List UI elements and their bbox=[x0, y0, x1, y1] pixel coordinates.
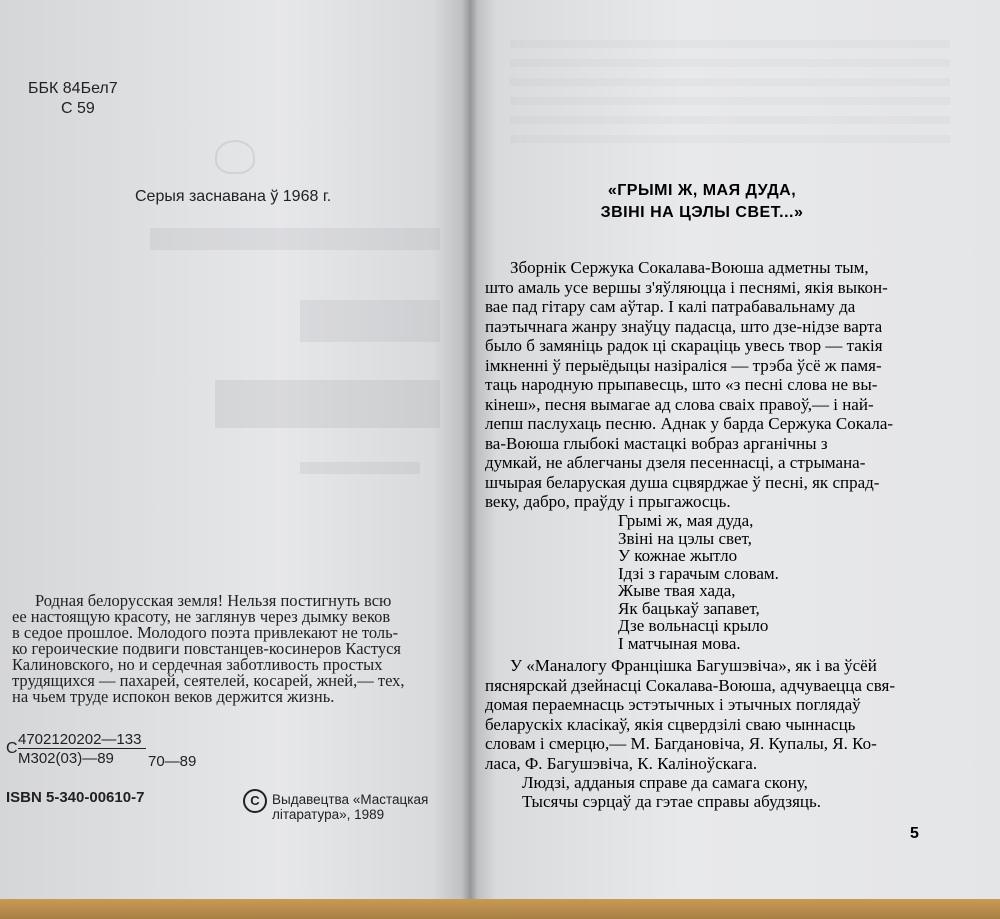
poem-line: Дзе вольнасці крыло bbox=[618, 616, 769, 635]
fraction-line bbox=[18, 748, 146, 749]
poem-line: Ідзі з гарачым словам. bbox=[618, 563, 779, 583]
monologue-line: пяснярскай дзейнасці Сокалава-Воюша, адчуваецца свя- bbox=[485, 675, 896, 695]
intro-line: шчырая беларуская душа сцвярджае ў песні, як спрад- bbox=[485, 472, 880, 492]
closing-couplet bbox=[522, 773, 821, 811]
isbn: ISBN 5-340-00610-7 bbox=[6, 789, 145, 806]
show-through-subtitle bbox=[300, 462, 420, 474]
copyright-icon: С bbox=[243, 789, 267, 813]
intro-line: вае пад гітару сам аўтар. І калі патрабавальнаму да bbox=[485, 297, 856, 316]
intro-line: Зборнік Сержука Сокалава-Воюша адметны тым, bbox=[510, 258, 869, 277]
bbk-code: ББК 84Бел7 bbox=[28, 80, 118, 97]
chapter-title-line: «ГРЫМІ Ж, МАЯ ДУДА, bbox=[607, 182, 797, 199]
annotation-line: Калиновского, но и сердечная заботливость простых bbox=[12, 655, 383, 674]
intro-paragraph bbox=[485, 258, 894, 512]
chapter-title bbox=[542, 180, 862, 224]
monologue-line: ласа, Ф. Багушэвіча, К. Каліноўскага. bbox=[485, 753, 758, 773]
code-suffix: 70—89 bbox=[148, 753, 197, 770]
monologue-line: словам і смерцю,— М. Багдановіча, Я. Купалы, Я. Ко- bbox=[485, 734, 877, 753]
book-spine bbox=[462, 0, 478, 899]
series-note: Серыя заснавана ў 1968 г. bbox=[135, 188, 332, 205]
annotation-line: ее настоящую красоту, не заглянув через дымку веков bbox=[12, 607, 391, 626]
show-through-title bbox=[215, 380, 440, 428]
show-through-emblem bbox=[215, 140, 255, 174]
poem-line: Як бацькаў запавет, bbox=[618, 598, 760, 618]
monologue-paragraph bbox=[485, 656, 896, 773]
annotation-line: в седое прошлое. Молодого поэта привлекают не толь- bbox=[12, 623, 399, 642]
poem-line: Грымі ж, мая дуда, bbox=[618, 511, 754, 530]
left-page bbox=[0, 0, 470, 899]
intro-line: ва-Воюша глыбокі мастацкі вобраз арганічны з bbox=[485, 433, 828, 453]
code-prefix: С bbox=[6, 740, 18, 757]
monologue-line: беларускіх класікаў, якія сцвердзілі сваю чыннасць bbox=[485, 714, 856, 734]
catalog-code: С 59 bbox=[61, 100, 95, 117]
publisher-line-2: літаратура», 1989 bbox=[272, 807, 385, 822]
annotation-line: Родная белорусская земля! Нельзя постигнуть всю bbox=[35, 591, 392, 610]
poem-line: У кожнае жытло bbox=[618, 546, 738, 565]
intro-line: імкненні ў перыёдыцы назіраліся — трэба ўсё ж памя- bbox=[485, 355, 882, 375]
intro-line: думкай, не аблегчаны дзеля песеннасці, а стрымана- bbox=[485, 453, 866, 472]
intro-line: веку, дабро, праўду і прыгажосць. bbox=[485, 492, 731, 511]
intro-line: таць народную прыпавесць, што «з песні слова не вы- bbox=[485, 375, 878, 394]
closing-line: Тысячы сэрцаў да гэтае справы абудзяць. bbox=[522, 792, 822, 811]
annotation-paragraph bbox=[12, 593, 442, 705]
monologue-line: домая пераемнасць эстэтычных і этычных поглядаў bbox=[485, 695, 861, 714]
monologue-line: У «Маналогу Францішка Багушэвіча», як і ва ўсёй bbox=[510, 656, 877, 675]
poem-stanza bbox=[618, 512, 779, 652]
annotation-line: на чьем труде испокон веков держится жизнь. bbox=[12, 687, 335, 706]
show-through-text bbox=[510, 40, 950, 150]
page-number: 5 bbox=[910, 825, 919, 842]
poem-line: Жыве твая хада, bbox=[618, 581, 736, 600]
closing-line: Людзі, адданыя справе да самага скону, bbox=[522, 773, 808, 792]
intro-line: было б замяніць радок ці скараціць увесь твор — такія bbox=[485, 336, 883, 355]
code-denominator: М302(03)—89 bbox=[18, 750, 114, 767]
annotation-line: ко героические подвиги повстанцев-косинеров Кастуся bbox=[12, 639, 402, 658]
annotation-line: трудящихся — пахарей, сеятелей, косарей, жней,— тех, bbox=[12, 671, 405, 690]
show-through-series bbox=[150, 228, 440, 250]
intro-line: лепш паслухаць песню. Аднак у барда Сержука Сокала- bbox=[485, 414, 894, 433]
poem-line: Звіні на цэлы свет, bbox=[618, 528, 752, 548]
intro-line: што амаль усе вершы з'яўляюцца і песнямі, якія выкон- bbox=[485, 277, 888, 297]
intro-line: кінеш», песня вымагае ад слова сваіх правоў,— і най- bbox=[485, 394, 874, 414]
publisher-line-1: Выдавецтва «Мастацкая bbox=[272, 792, 429, 807]
intro-line: паэтычнага жанру знаўцу падасца, што дзе-нідзе варта bbox=[485, 316, 883, 336]
code-numerator: 4702120202—133 bbox=[18, 731, 142, 748]
show-through-author bbox=[300, 300, 440, 342]
poem-line: І матчыная мова. bbox=[618, 633, 741, 653]
chapter-title-line: ЗВІНІ НА ЦЭЛЫ СВЕТ...» bbox=[600, 204, 804, 221]
